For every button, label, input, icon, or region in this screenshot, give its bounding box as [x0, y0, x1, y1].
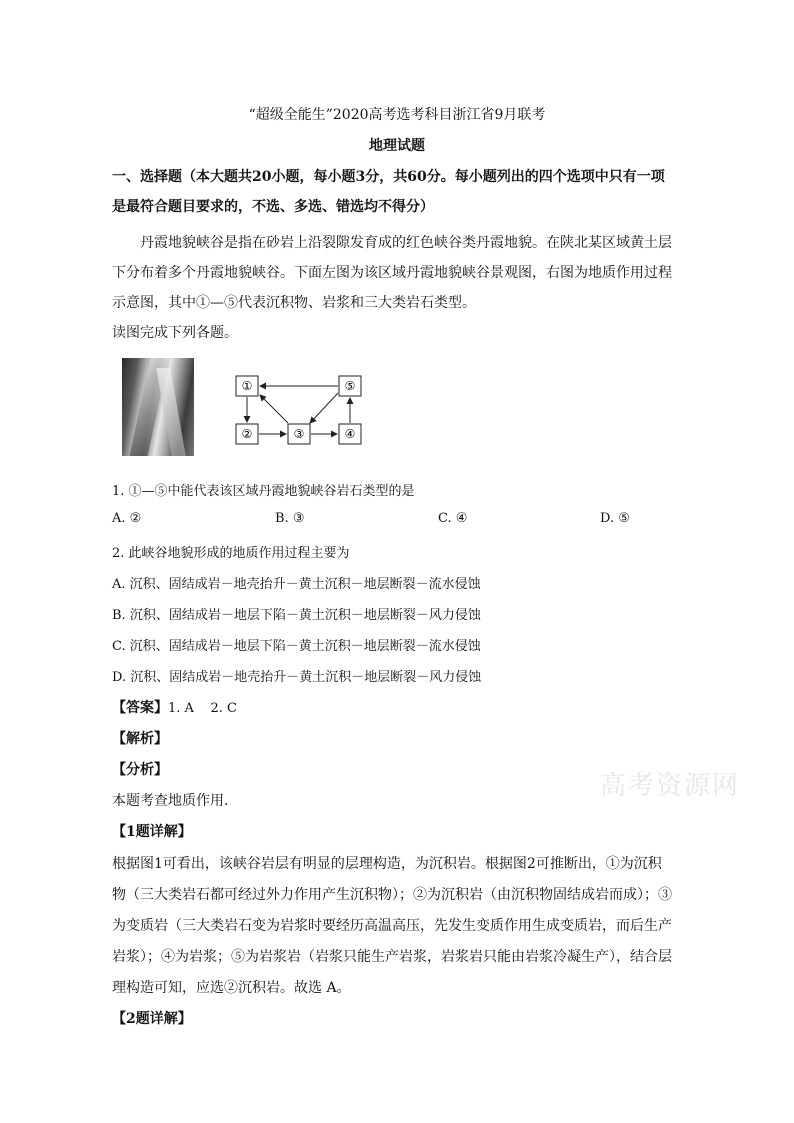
q2-stem: 2. 此峡谷地貌形成的地质作用过程主要为	[112, 546, 350, 561]
detail-1-heading: 【1题详解】	[112, 824, 192, 840]
q2-option-a: A. 沉积、固结成岩－地壳抬升－黄土沉积－地层断裂－流水侵蚀	[112, 577, 481, 592]
detail-1-line2: 物（三大类岩石都可经过外力作用产生沉积物）；②为沉积岩（由沉积物固结成岩而成）；③	[112, 887, 672, 903]
intro-line4: 读图完成下列各题。	[112, 325, 238, 341]
page-title: “超级全能生”2020高考选考科目浙江省9月联考	[248, 107, 546, 123]
intro-line2: 下分布着多个丹霞地貌峡谷。下面左图为该区域丹霞地貌峡谷景观图，右图为地质作用过程	[112, 265, 672, 281]
canyon-landscape-photo	[122, 358, 194, 456]
fenxi-text: 本题考查地质作用.	[112, 793, 229, 809]
box-4-label: ④	[344, 427, 356, 441]
page-subtitle: 地理试题	[369, 138, 425, 154]
box-1-label: ①	[241, 379, 253, 393]
intro-line1: 丹霞地貌峡谷是指在砂岩上沿裂隙发育成的红色峡谷类丹霞地貌。在陕北某区域黄土层	[140, 235, 672, 251]
detail-1-line5: 理构造可知，应选②沉积岩。故选 A。	[112, 980, 351, 996]
q2-option-b: B. 沉积、固结成岩－地层下陷－黄土沉积－地层断裂－风力侵蚀	[112, 608, 481, 623]
q2-option-d: D. 沉积、固结成岩－地壳抬升－黄土沉积－地层断裂－风力侵蚀	[112, 670, 482, 685]
box-5-label: ⑤	[344, 379, 356, 393]
section-heading-line2: 是最符合题目要求的，不选、多选、错选均不得分）	[112, 199, 434, 215]
intro-line3: 示意图，其中①—⑤代表沉积物、岩浆和三大类岩石类型。	[112, 295, 476, 311]
answer-label: 【答案】	[112, 700, 168, 716]
watermark: 高考资源网	[600, 771, 741, 801]
box-2-label: ②	[241, 427, 253, 441]
fenxi-heading: 【分析】	[112, 762, 168, 778]
detail-1-line4: 岩浆）；④为岩浆；⑤为岩浆岩（岩浆只能生产岩浆，岩浆岩只能由岩浆冷凝生产），结合层	[112, 949, 672, 965]
arrow-5-to-3	[310, 393, 338, 423]
q1-option-d: D. ⑤	[600, 511, 630, 526]
q1-option-a: A. ②	[112, 511, 142, 526]
q1-option-b: B. ③	[275, 511, 305, 526]
q1-stem: 1. ①—⑤中能代表该区域丹霞地貌峡谷岩石类型的是	[112, 484, 415, 499]
q1-option-c: C. ④	[438, 511, 468, 526]
arrow-3-to-1	[260, 395, 288, 423]
jiexi-heading: 【解析】	[112, 731, 168, 747]
geologic-process-diagram	[226, 368, 366, 448]
box-3-label: ③	[293, 427, 305, 441]
section-heading-line1: 一、选择题（本大题共20小题，每小题3分，共60分。每小题列出的四个选项中只有一项	[112, 169, 665, 185]
q2-option-c: C. 沉积、固结成岩－地层下陷－黄土沉积－地层断裂－流水侵蚀	[112, 639, 481, 654]
detail-1-line3: 为变质岩（三大类岩石变为岩浆时要经历高温高压，先发生变质作用生成变质岩，而后生产	[112, 918, 672, 934]
answer-line	[112, 697, 237, 717]
detail-1-line1: 根据图1可看出，该峡谷岩层有明显的层理构造，为沉积岩。根据图2可推断出，①为沉积	[112, 856, 662, 872]
detail-2-heading: 【2题详解】	[112, 1011, 192, 1027]
answer-value: 1. A 2. C	[168, 701, 237, 716]
